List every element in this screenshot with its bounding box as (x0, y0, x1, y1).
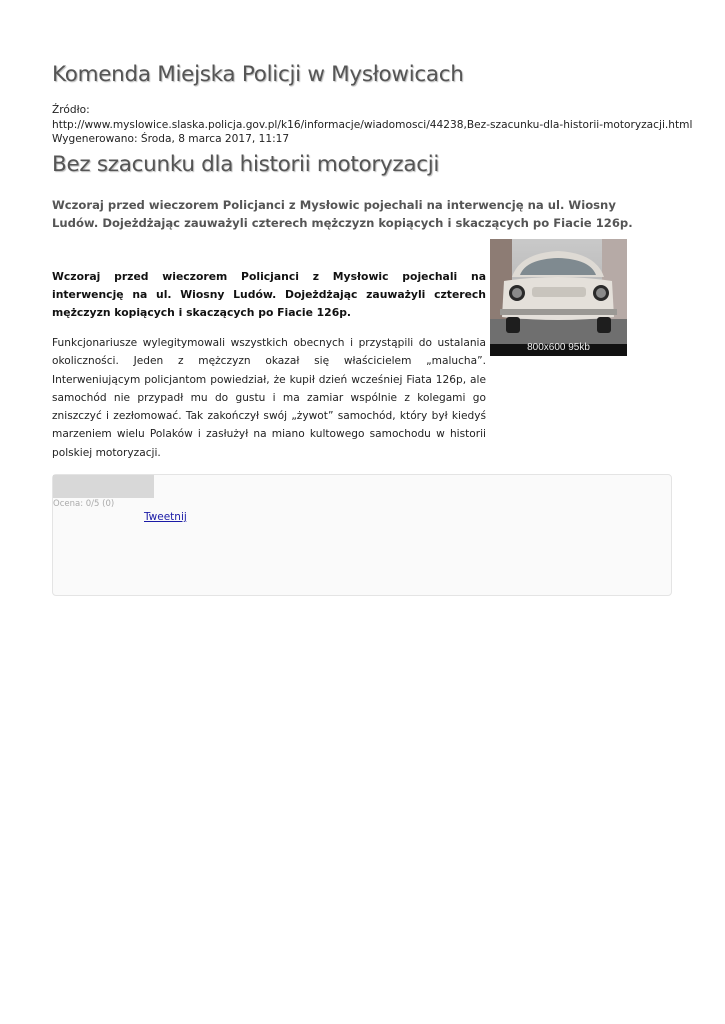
site-title: Komenda Miejska Policji w Mysłowicach (52, 62, 464, 87)
article-body: Funkcjonariusze wylegitymowali wszystkich obecnych i przystąpili do ustalania okoliczności. Jeden z mężczyzn okazał się właścicielem „malucha”. Interweniującym policjantom powiedział, że kupił dzień wcześniej Fiata 126p, ale samochód nie przypadł mu do gustu i ma zamiar wspólnie z kolegami go zniszczyć i zezłomować. Tak zakończył swój „żywot” samochód, który był kiedyś marzeniem wielu Polaków i zasłużył na miano kultowego samochodu w historii polskiej motoryzacji. (52, 337, 486, 459)
article-title: Bez szacunku dla historii motoryzacji (52, 152, 440, 177)
article-photo[interactable] (490, 239, 627, 356)
source-label: Źródło: (52, 104, 90, 116)
generated-date: Wygenerowano: Środa, 8 marca 2017, 11:17 (52, 133, 290, 145)
article-body-lead: Wczoraj przed wieczorem Policjanci z Mysłowic pojechali na interwencję na ul. Wiosny Ludów. Dojeżdżając zauważyli czterech mężczyzn kopiących i skaczących po Fiacie 126p. (52, 270, 486, 319)
fiat-126p-image (490, 239, 627, 344)
photo-caption: 800x600 95kb (527, 342, 590, 353)
source-meta (52, 103, 692, 147)
tweet-link[interactable]: Tweetnij (144, 511, 187, 523)
article-lead: Wczoraj przed wieczorem Policjanci z Mysłowic pojechali na interwencję na ul. Wiosny Ludów. Dojeżdżając zauważyli czterech mężczyzn kopiących i skaczących po Fiacie 126p. (52, 198, 633, 230)
rating-box (52, 474, 672, 596)
rating-label: Ocena: 0/5 (0) (53, 499, 115, 509)
rating-stars-bar[interactable] (53, 475, 154, 498)
source-url: http://www.myslowice.slaska.policja.gov.pl/k16/informacje/wiadomosci/44238,Bez-szacunku-dla-historii-motoryzacji.html (52, 118, 693, 131)
